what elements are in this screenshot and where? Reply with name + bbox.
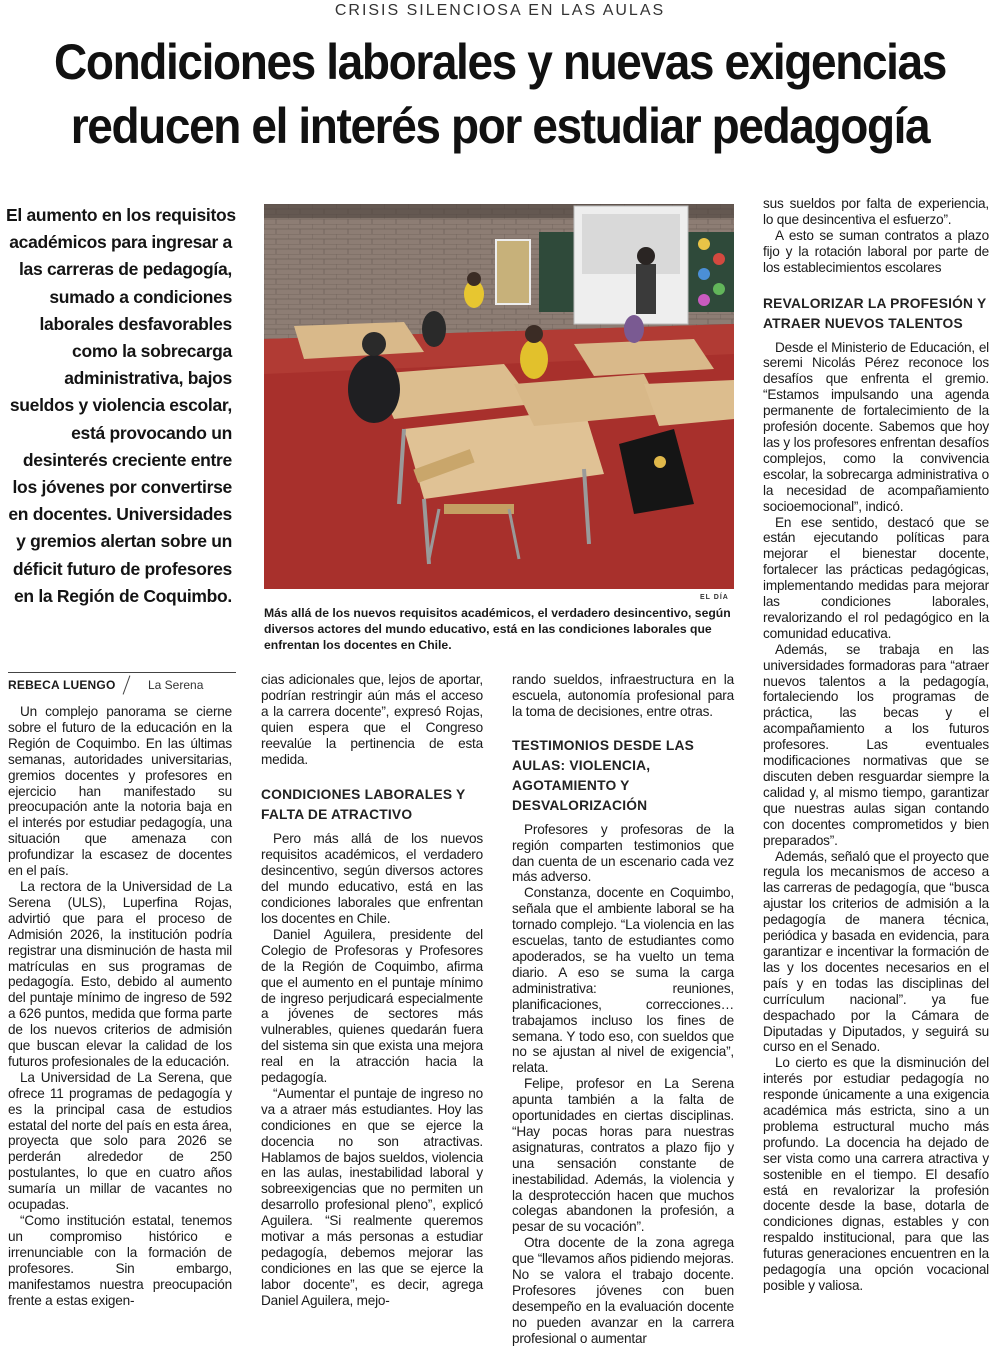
lede-line: y gremios alertan sobre un — [16, 531, 232, 552]
byline-separator — [123, 675, 131, 694]
lede-line: déficit futuro de profesores — [12, 558, 232, 579]
paragraph: La rectora de la Universidad de La Serena (ULS), Luperfina Rojas, advirtió que para el proceso de Admisión 2026, la institución podría registrar una disminución de hasta mil matrículas en sus programas de pedagogía. Esto, debido al aumento del puntaje mínimo de ingreso de 592 a 626 puntos, medida que forma parte de los nuevos criterios de admisión que buscan elevar la calidad de los futuros profesionales de la educación. — [8, 878, 232, 1069]
paragraph: “Como institución estatal, tenemos un compromiso histórico e irrenunciable con la formación de profesores. Sin embargo, manifestamos nuestra preocupación frente a estas exigen- — [8, 1213, 232, 1308]
headline-line-1: Condiciones laborales y nuevas exigencias — [54, 34, 946, 90]
byline-author: REBECA LUENGO — [8, 678, 116, 692]
lede-line: laborales desfavorables — [39, 313, 232, 334]
paragraph: Otra docente de la zona agrega que “llevamos años pidiendo mejoras. No se valora el trabajo docente. Profesores jóvenes con buen desempeño en la evaluación docente no pueden avanzar en la carrera profesional o aumentar — [512, 1235, 734, 1346]
paragraph: rando sueldos, infraestructura en la escuela, autonomía profesional para la toma de decisiones, entre otras. — [512, 672, 734, 719]
paragraph: cias adicionales que, lejos de aportar, podrían restringir aún más el acceso a la carrera docente”, expresó Rojas, quien espera que el Congreso reevalúe la pertinencia de esta medida. — [261, 672, 483, 767]
paragraph: “Aumentar el puntaje de ingreso no va a atraer más estudiantes. Hoy las condiciones en que se ejerce la docencia no son atractivas. Hablamos de bajos sueldos, violencia en las aulas, inestabilidad laboral y sobreexigencias que no permiten un desarrollo profesional pleno”, explicó Aguilera. “Si realmente queremos motivar a más personas a estudiar pedagogía, debemos mejorar las condiciones en las que se ejerce la labor docente”, es decir, agrega Daniel Aguilera, mejo- — [261, 1085, 483, 1308]
paragraph: La Universidad de La Serena, que ofrece 11 programas de pedagogía y es la principal casa de estudios estatal del norte del país en esta área, proyecta que solo para 2026 se perderán alrededor de 250 postulantes, lo que en cuatro años sumaría un millar de vacantes no ocupadas. — [8, 1069, 232, 1213]
article-column-4 — [763, 196, 989, 1294]
subheading: REVALORIZAR LA PROFESIÓN Y ATRAER NUEVOS TALENTOS — [763, 295, 987, 331]
lede-line: está provocando un — [71, 422, 232, 443]
lede-line: académicos para ingresar a — [9, 232, 232, 253]
headline — [40, 30, 960, 158]
paragraph: Profesores y profesoras de la región comparten testimonios que dan cuenta de un escenario cada vez más adverso. — [512, 821, 734, 885]
lede-line: sueldos y violencia escolar, — [9, 395, 232, 416]
lede-line: El aumento en los requisitos — [6, 205, 236, 225]
article-column-2 — [261, 672, 483, 1309]
subheading: CONDICIONES LABORALES Y FALTA DE ATRACTIVO — [261, 787, 466, 823]
article-column-3 — [512, 672, 734, 1347]
classroom-photo — [264, 204, 734, 589]
lede-line: las carreras de pedagogía, — [18, 259, 232, 280]
paragraph: A esto se suman contratos a plazo fijo y la rotación laboral por parte de los establecimientos escolares — [763, 227, 989, 275]
lede-line: sumado a condiciones — [49, 286, 232, 307]
lede-line: desinterés creciente entre — [22, 449, 232, 470]
paragraph: Además, señaló que el proyecto que regula los mecanismos de acceso a las carreras de pedagogía, que “busca ajustar los criterios de admisión a la pedagogía de manera técnica, periódica y basada en evidencia, para garantizar e incentivar la formación de las y los docentes necesarios en el país y en todas las disciplinas del currículum nacional”. ya fue despachado por la Cámara de Diputadas y Diputados, y seguirá su curso en el Senado. — [763, 848, 989, 1055]
lede-line: en la Región de Coquimbo. — [13, 585, 232, 606]
paragraph: Además, se trabaja en las universidades formadoras para “atraer nuevos talentos a la pedagogía, fortaleciendo los programas de práctica, las becas y el acompañamiento a los futuros profesores. Las eventuales modificaciones normativas que se discuten deben resguardar siempre la calidad y, al mismo tiempo, garantizar que nuestras aulas sigan contando con docentes comprometidos y bien preparados”. — [763, 641, 989, 848]
article-column-1 — [8, 704, 232, 1308]
paragraph: sus sueldos por falta de experiencia, lo que desincentiva el esfuerzo”. — [763, 196, 989, 227]
photo-caption: Más allá de los nuevos requisitos académicos, el verdadero desincentivo, según diversos actores del mundo educativo, está en las condiciones laborales que enfrentan los docentes en Chile. — [264, 606, 731, 652]
paragraph: Daniel Aguilera, presidente del Colegio de Profesoras y Profesores de la Región de Coquimbo, afirma que el aumento en el puntaje mínimo de ingreso perjudicará especialmente a jóvenes de sectores más vulnerables, quienes quedarán fuera del sistema sin que exista una mejora real en la atracción hacia la pedagogía. — [261, 926, 483, 1086]
subheading: TESTIMONIOS DESDE LAS AULAS: VIOLENCIA, AGOTAMIENTO Y DESVALORIZACIÓN — [512, 737, 695, 813]
lede-line: en docentes. Universidades — [8, 504, 232, 525]
headline-line-2: reducen el interés por estudiar pedagogía — [70, 98, 930, 154]
section-kicker: CRISIS SILENCIOSA EN LAS AULAS — [334, 2, 666, 19]
paragraph: Desde el Ministerio de Educación, el seremi Nicolás Pérez reconoce los desafíos que enfrenta el gremio. “Estamos impulsando una agenda permanente de fortalecimiento de la profesión docente. Sabemos que hoy las y los profesores enfrentan desafíos complejos, como la convivencia escolar, la sobrecarga administrativa o la necesidad de acompañamiento socioemocional”, indicó. — [763, 339, 989, 514]
paragraph: Un complejo panorama se cierne sobre el futuro de la educación en la Región de Coquimbo. En las últimas semanas, autoridades universitarias, gremios docentes y profesores en ejercicio han manifestado su preocupación ante la notoria baja en el interés por estudiar pedagogía, una situación que amenaza con profundizar la escasez de docentes en el país. — [8, 704, 232, 879]
paragraph: En ese sentido, destacó que se están ejecutando políticas para mejorar el bienestar docente, fortalecer las prácticas pedagógicas, implementando medidas para mejorar las condiciones laborales, revalorizando el rol pedagógico en la comunidad educativa. — [763, 514, 989, 641]
paragraph: Lo cierto es que la disminución del interés por estudiar pedagogía no responde únicamente a una exigencia académica más estricta, sino a un problema estructural mucho más profundo. La docencia ha dejado de ser vista como una carrera atractiva y sostenible en el tiempo. El desafío está en revalorizar la profesión docente desde la base, dotarla de condiciones dignas, estables y con respaldo institucional, para que las futuras generaciones encuentren en la pedagogía una opción vocacional posible y valiosa. — [763, 1055, 989, 1293]
byline-place: La Serena — [148, 678, 204, 692]
lede-line: administrativa, bajos — [64, 368, 232, 389]
lede-line: como la sobrecarga — [72, 341, 232, 362]
paragraph: Constanza, docente en Coquimbo, señala que el ambiente laboral se ha tornado complejo. “La violencia en las escuelas, tanto de estudiantes como apoderados, se ha vuelto un tema diario. A eso se suma la carga administrativa: reuniones, planificaciones, correcciones… trabajamos incluso los fines de semana. Y todo eso, con sueldos que no se ajustan al nivel de exigencia”, relata. — [512, 885, 734, 1076]
classroom-illustration — [264, 204, 734, 589]
lede-line: los jóvenes por convertirse — [12, 477, 232, 498]
byline — [8, 672, 236, 699]
lede — [6, 202, 236, 610]
paragraph: Pero más allá de los nuevos requisitos académicos, el verdadero desincentivo, según diversos actores del mundo educativo, está en las condiciones laborales que enfrentan los docentes en Chile. — [261, 831, 483, 926]
paragraph: Felipe, profesor en La Serena apunta también a la falta de oportunidades en ciertas disciplinas. “Hay pocas horas para nuestras asignaturas, contratos a plazo fijo y una sensación constante de inestabilidad. Además, la violencia y la desprotección hacen que muchos colegas abandonen la profesión, a pesar de su vocación”. — [512, 1076, 734, 1235]
photo-credit: EL DÍA — [700, 594, 729, 601]
